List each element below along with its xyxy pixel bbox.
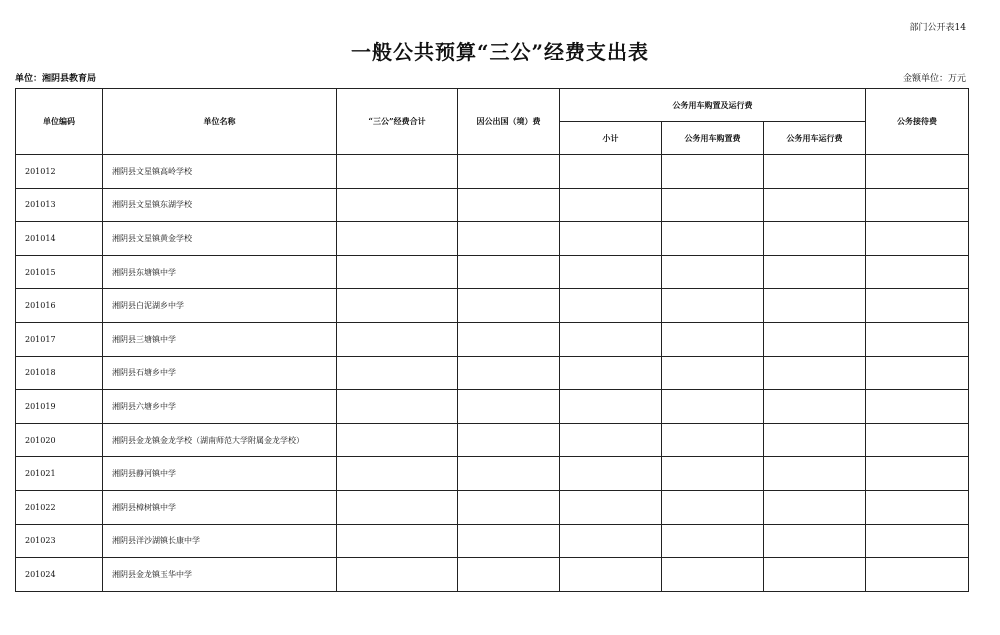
- vehicle-operation-cell: [764, 255, 866, 289]
- unit-name-cell: 湘阴县金龙镇玉华中学: [103, 558, 337, 592]
- vehicle-operation-cell: [764, 155, 866, 189]
- subtotal-cell: [560, 356, 662, 390]
- subtotal-cell: [560, 457, 662, 491]
- vehicle-purchase-cell: [662, 188, 764, 222]
- unit-code-cell: 201021: [16, 457, 103, 491]
- vehicle-purchase-cell: [662, 289, 764, 323]
- table-row: [16, 390, 969, 424]
- header-name: 单位名称: [103, 89, 337, 155]
- vehicle-operation-cell: [764, 390, 866, 424]
- unit-name-cell: 湘阴县三塘镇中学: [103, 322, 337, 356]
- table-row: [16, 322, 969, 356]
- reception-cell: [866, 490, 969, 524]
- total-cell: [337, 490, 458, 524]
- reception-cell: [866, 524, 969, 558]
- total-cell: [337, 222, 458, 256]
- page-title: 一般公共预算“三公”经费支出表: [350, 40, 649, 64]
- vehicle-operation-cell: [764, 524, 866, 558]
- unit-name-cell: 湘阴县石塘乡中学: [103, 356, 337, 390]
- vehicle-purchase-cell: [662, 222, 764, 256]
- amount-unit-label: 金额单位：万元: [902, 74, 966, 84]
- table-row: [16, 558, 969, 592]
- subtotal-cell: [560, 524, 662, 558]
- abroad-cell: [458, 255, 560, 289]
- reception-cell: [866, 457, 969, 491]
- vehicle-purchase-cell: [662, 423, 764, 457]
- table-row: [16, 457, 969, 491]
- header-vehicle-operation: 公务用车运行费: [764, 122, 866, 155]
- abroad-cell: [458, 188, 560, 222]
- subtotal-cell: [560, 322, 662, 356]
- reception-cell: [866, 289, 969, 323]
- vehicle-purchase-cell: [662, 490, 764, 524]
- header-abroad: 因公出国（境）费: [458, 89, 560, 155]
- unit-code-cell: 201024: [16, 558, 103, 592]
- total-cell: [337, 423, 458, 457]
- reception-cell: [866, 255, 969, 289]
- abroad-cell: [458, 222, 560, 256]
- table-row: [16, 423, 969, 457]
- table-row: [16, 356, 969, 390]
- reception-cell: [866, 188, 969, 222]
- vehicle-purchase-cell: [662, 558, 764, 592]
- reception-cell: [866, 390, 969, 424]
- unit-name-cell: 湘阴县静河镇中学: [103, 457, 337, 491]
- unit-name-cell: 湘阴县白泥湖乡中学: [103, 289, 337, 323]
- unit-name-cell: 湘阴县东塘镇中学: [103, 255, 337, 289]
- vehicle-operation-cell: [764, 188, 866, 222]
- total-cell: [337, 457, 458, 491]
- total-cell: [337, 255, 458, 289]
- unit-name-cell: 湘阴县六塘乡中学: [103, 390, 337, 424]
- reception-cell: [866, 423, 969, 457]
- total-cell: [337, 390, 458, 424]
- header-subtotal: 小计: [560, 122, 662, 155]
- reception-cell: [866, 155, 969, 189]
- header-vehicle-group: 公务用车购置及运行费: [560, 89, 866, 122]
- vehicle-purchase-cell: [662, 322, 764, 356]
- abroad-cell: [458, 490, 560, 524]
- unit-label: 单位：湘阴县教育局: [15, 74, 97, 84]
- table-row: [16, 255, 969, 289]
- unit-name-cell: 湘阴县樟树镇中学: [103, 490, 337, 524]
- subtotal-cell: [560, 423, 662, 457]
- table-row: [16, 524, 969, 558]
- unit-code-cell: 201020: [16, 423, 103, 457]
- unit-code-cell: 201017: [16, 322, 103, 356]
- vehicle-purchase-cell: [662, 457, 764, 491]
- reception-cell: [866, 356, 969, 390]
- subtotal-cell: [560, 289, 662, 323]
- unit-code-cell: 201023: [16, 524, 103, 558]
- abroad-cell: [458, 289, 560, 323]
- unit-code-cell: 201018: [16, 356, 103, 390]
- vehicle-purchase-cell: [662, 524, 764, 558]
- vehicle-purchase-cell: [662, 255, 764, 289]
- unit-name-cell: 湘阴县文星镇黄金学校: [103, 222, 337, 256]
- header-reception: 公务接待费: [866, 89, 969, 155]
- abroad-cell: [458, 390, 560, 424]
- vehicle-operation-cell: [764, 356, 866, 390]
- abroad-cell: [458, 524, 560, 558]
- total-cell: [337, 322, 458, 356]
- total-cell: [337, 155, 458, 189]
- unit-code-cell: 201014: [16, 222, 103, 256]
- header-total: “三公”经费合计: [337, 89, 458, 155]
- table-row: [16, 222, 969, 256]
- table-row: [16, 155, 969, 189]
- total-cell: [337, 188, 458, 222]
- expense-table: [15, 88, 969, 592]
- vehicle-operation-cell: [764, 457, 866, 491]
- table-row: [16, 490, 969, 524]
- total-cell: [337, 289, 458, 323]
- unit-code-cell: 201019: [16, 390, 103, 424]
- table-body: [16, 155, 969, 592]
- total-cell: [337, 524, 458, 558]
- form-number: 部门公开表14: [909, 23, 966, 33]
- table-row: [16, 289, 969, 323]
- unit-code-cell: 201015: [16, 255, 103, 289]
- reception-cell: [866, 322, 969, 356]
- abroad-cell: [458, 322, 560, 356]
- unit-name-cell: 湘阴县金龙镇金龙学校（湖南师范大学附属金龙学校）: [103, 423, 337, 457]
- unit-code-cell: 201022: [16, 490, 103, 524]
- header-vehicle-purchase: 公务用车购置费: [662, 122, 764, 155]
- abroad-cell: [458, 558, 560, 592]
- unit-code-cell: 201013: [16, 188, 103, 222]
- vehicle-operation-cell: [764, 423, 866, 457]
- subtotal-cell: [560, 255, 662, 289]
- vehicle-purchase-cell: [662, 356, 764, 390]
- subtotal-cell: [560, 188, 662, 222]
- header-code: 单位编码: [16, 89, 103, 155]
- table-row: [16, 188, 969, 222]
- vehicle-operation-cell: [764, 490, 866, 524]
- subtotal-cell: [560, 558, 662, 592]
- unit-name-cell: 湘阴县洋沙湖镇长康中学: [103, 524, 337, 558]
- abroad-cell: [458, 356, 560, 390]
- reception-cell: [866, 558, 969, 592]
- unit-name-cell: 湘阴县文星镇高岭学校: [103, 155, 337, 189]
- unit-code-cell: 201016: [16, 289, 103, 323]
- vehicle-operation-cell: [764, 558, 866, 592]
- unit-code-cell: 201012: [16, 155, 103, 189]
- abroad-cell: [458, 457, 560, 491]
- total-cell: [337, 558, 458, 592]
- vehicle-purchase-cell: [662, 155, 764, 189]
- subtotal-cell: [560, 390, 662, 424]
- unit-name-cell: 湘阴县文星镇东湖学校: [103, 188, 337, 222]
- vehicle-purchase-cell: [662, 390, 764, 424]
- subtotal-cell: [560, 490, 662, 524]
- abroad-cell: [458, 423, 560, 457]
- abroad-cell: [458, 155, 560, 189]
- reception-cell: [866, 222, 969, 256]
- vehicle-operation-cell: [764, 289, 866, 323]
- vehicle-operation-cell: [764, 322, 866, 356]
- subtotal-cell: [560, 155, 662, 189]
- total-cell: [337, 356, 458, 390]
- vehicle-operation-cell: [764, 222, 866, 256]
- subtotal-cell: [560, 222, 662, 256]
